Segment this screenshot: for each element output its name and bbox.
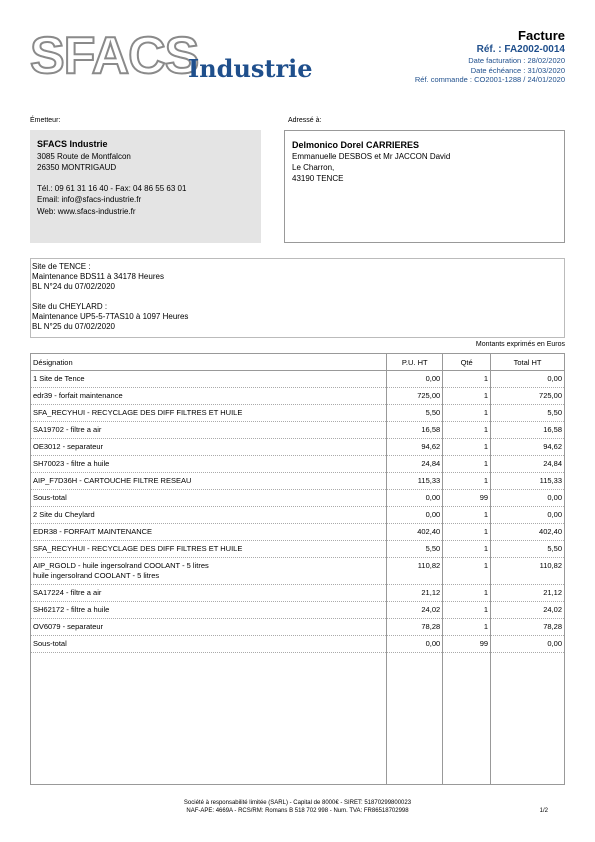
cell-designation-text: SFA_RECYHUI - RECYCLAGE DES DIFF FILTRES ET HUILE — [33, 544, 243, 553]
cell-qte-text: 1 — [483, 442, 489, 451]
cell-qte — [443, 636, 491, 653]
cell-designation — [31, 490, 387, 507]
cell-pu — [387, 541, 443, 558]
site-line: Site du CHEYLARD : — [32, 302, 108, 311]
cell-pu — [387, 636, 443, 653]
footer-line1: Société à responsabilité limitée (SARL) - Capital de 8000€ - SIRET: 51870299800023 — [183, 800, 412, 806]
cell-qte — [443, 490, 491, 507]
cell-pu — [387, 524, 443, 541]
cell-total — [491, 636, 565, 653]
cell-total-text: 24,02 — [543, 605, 562, 614]
cell-qte — [443, 405, 491, 422]
cell-pu-text: 5,50 — [425, 408, 441, 417]
cell-pu-text: 110,82 — [417, 561, 441, 570]
cell-designation-detail: huile ingersolrand COOLANT - 5 litres — [33, 571, 160, 580]
recipient-label: Adressé à: — [288, 117, 322, 124]
cell-qte — [443, 456, 491, 473]
cell-qte-text: 1 — [483, 561, 489, 570]
cell-total — [491, 388, 565, 405]
filler-cell — [387, 653, 443, 785]
cell-pu-text: 725,00 — [417, 391, 441, 400]
cell-designation-text: EDR38 - FORFAIT MAINTENANCE — [33, 527, 153, 536]
cell-pu — [387, 602, 443, 619]
cell-qte — [443, 541, 491, 558]
cell-total — [491, 473, 565, 490]
cell-designation-text: Sous-total — [33, 493, 67, 502]
cell-qte-text: 1 — [483, 476, 489, 485]
cell-qte-text: 1 — [483, 408, 489, 417]
cell-designation — [31, 507, 387, 524]
cell-qte-text: 1 — [483, 425, 489, 434]
cell-qte-text: 1 — [483, 605, 489, 614]
cell-designation — [31, 619, 387, 636]
cell-designation-text: AIP_RGOLD - huile ingersolrand COOLANT - 5 litres — [33, 561, 209, 570]
col-pu: P.U. HT — [387, 354, 443, 371]
cell-total-text: 16,58 — [543, 425, 562, 434]
cell-designation-text: 2 Site du Cheylard — [33, 510, 95, 519]
cell-qte — [443, 585, 491, 602]
cell-pu-text: 21,12 — [421, 588, 441, 597]
col-designation: Désignation — [31, 354, 387, 371]
table-row — [31, 490, 565, 507]
cell-designation — [31, 456, 387, 473]
table-row — [31, 456, 565, 473]
cell-qte — [443, 602, 491, 619]
table-row — [31, 405, 565, 422]
cell-designation-text: SH62172 - filtre a huile — [33, 605, 110, 614]
cell-total-text: 0,00 — [547, 639, 562, 648]
cell-total-text: 24,84 — [543, 459, 562, 468]
cell-total-text: 0,00 — [547, 510, 562, 519]
table-row — [31, 619, 565, 636]
invoice-header — [415, 29, 565, 85]
site-line: Maintenance BDS11 à 34178 Heures — [32, 272, 164, 281]
cell-pu — [387, 439, 443, 456]
cell-qte-text: 1 — [483, 510, 489, 519]
table-row — [31, 371, 565, 388]
cell-total — [491, 585, 565, 602]
cell-designation — [31, 541, 387, 558]
cell-qte — [443, 473, 491, 490]
cell-total-text: 78,28 — [543, 622, 562, 631]
table-row — [31, 585, 565, 602]
cell-pu — [387, 456, 443, 473]
emitter-phone: Tél.: 09 61 31 16 40 - Fax: 04 86 55 63 01 — [37, 183, 187, 193]
table-row — [31, 422, 565, 439]
cell-total — [491, 371, 565, 388]
cell-pu-text: 0,00 — [425, 510, 441, 519]
cell-designation-text: OV6079 - separateur — [33, 622, 104, 631]
ref-commande: Réf. commande : CO2001-1288 / 24/01/2020 — [414, 75, 565, 84]
filler-cell — [491, 653, 565, 785]
cell-pu-text: 24,02 — [421, 605, 441, 614]
ref-label: Réf. : — [476, 44, 502, 55]
emitter-address2: 26350 MONTRIGAUD — [37, 163, 117, 172]
table-header-row — [31, 354, 565, 371]
cell-qte-text: 1 — [483, 622, 489, 631]
cell-pu — [387, 388, 443, 405]
cell-pu — [387, 473, 443, 490]
col-qte: Qté — [443, 354, 491, 371]
cell-designation — [31, 405, 387, 422]
cell-qte-text: 1 — [483, 544, 489, 553]
invoice-items-table — [30, 353, 565, 785]
cell-pu-text: 78,28 — [421, 622, 441, 631]
cell-pu-text: 115,33 — [417, 476, 441, 485]
filler-cell — [31, 653, 387, 785]
cell-designation-text: SA19702 - filtre a air — [33, 425, 102, 434]
footer-line2: NAF-APE: 4669A - RCS/RM: Romans B 518 702 998 - Num. TVA: FR86518702998 — [186, 808, 409, 814]
cell-pu-text: 94,62 — [421, 442, 441, 451]
cell-designation — [31, 439, 387, 456]
cell-qte-text: 1 — [483, 527, 489, 536]
cell-qte-text: 99 — [479, 493, 489, 502]
cell-total — [491, 602, 565, 619]
date-facturation: Date facturation : 28/02/2020 — [468, 56, 565, 65]
invoice-title: Facture — [518, 28, 565, 43]
cell-designation-text: Sous-total — [33, 639, 67, 648]
cell-qte-text: 1 — [483, 391, 489, 400]
emitter-box — [30, 130, 261, 243]
cell-total — [491, 422, 565, 439]
cell-total-text: 5,50 — [547, 544, 562, 553]
cell-qte — [443, 371, 491, 388]
cell-total — [491, 507, 565, 524]
col-total: Total HT — [491, 354, 565, 371]
emitter-email: Email: info@sfacs-industrie.fr — [37, 195, 142, 204]
table-row — [31, 636, 565, 653]
cell-qte — [443, 422, 491, 439]
cell-pu — [387, 507, 443, 524]
sites-note-box — [30, 258, 565, 338]
cell-total-text: 115,33 — [539, 476, 562, 485]
cell-total-text: 5,50 — [547, 408, 562, 417]
cell-total — [491, 456, 565, 473]
cell-designation-text: AIP_F7D36H - CARTOUCHE FILTRE RESEAU — [33, 476, 192, 485]
legal-footer — [30, 799, 565, 815]
emitter-web: Web: www.sfacs-industrie.fr — [37, 206, 136, 216]
site-line: Site de TENCE : — [32, 262, 91, 271]
cell-qte — [443, 619, 491, 636]
site-line: Maintenance UP5-5-7TAS10 à 1097 Heures — [32, 312, 189, 321]
emitter-name: SFACS Industrie — [37, 139, 108, 149]
cell-pu-text: 5,50 — [425, 544, 441, 553]
cell-total-text: 725,00 — [539, 391, 562, 400]
cell-designation-text: SFA_RECYHUI - RECYCLAGE DES DIFF FILTRES ET HUILE — [33, 408, 243, 417]
cell-total — [491, 558, 565, 585]
invoice-ref — [415, 43, 565, 56]
cell-qte-text: 1 — [483, 459, 489, 468]
recipient-contact: Emmanuelle DESBOS et Mr JACCON David — [292, 152, 451, 161]
site-line: BL N°24 du 07/02/2020 — [32, 282, 115, 291]
recipient-address1: Le Charron, — [292, 163, 335, 172]
table-row — [31, 524, 565, 541]
company-logo — [30, 27, 320, 90]
cell-designation-text: SH70023 - filtre a huile — [33, 459, 110, 468]
cell-total — [491, 541, 565, 558]
cell-total — [491, 524, 565, 541]
cell-designation — [31, 558, 387, 585]
page-number: 1/2 — [539, 808, 548, 814]
ref-value: FA2002-0014 — [504, 44, 565, 55]
recipient-box — [284, 130, 565, 243]
recipient-address2: 43190 TENCE — [292, 174, 344, 183]
date-echeance: Date échéance : 31/03/2020 — [470, 65, 565, 75]
cell-total-text: 0,00 — [547, 374, 562, 383]
cell-pu — [387, 558, 443, 585]
cell-designation — [31, 636, 387, 653]
cell-qte — [443, 388, 491, 405]
cell-pu — [387, 422, 443, 439]
cell-total-text: 21,12 — [543, 588, 562, 597]
table-row — [31, 602, 565, 619]
cell-designation-text: 1 Site de Tence — [33, 374, 85, 383]
cell-qte — [443, 439, 491, 456]
cell-total — [491, 405, 565, 422]
cell-designation — [31, 371, 387, 388]
cell-designation — [31, 388, 387, 405]
currency-note: Montants exprimés en Euros — [475, 341, 565, 348]
cell-pu-text: 16,58 — [421, 425, 441, 434]
table-row — [31, 541, 565, 558]
cell-qte — [443, 524, 491, 541]
cell-designation-text: OE3012 - separateur — [33, 442, 104, 451]
cell-designation — [31, 585, 387, 602]
emitter-address1: 3085 Route de Montfalcon — [37, 151, 131, 161]
cell-qte — [443, 507, 491, 524]
cell-total-text: 110,82 — [539, 561, 562, 570]
cell-total-text: 94,62 — [543, 442, 562, 451]
cell-pu — [387, 619, 443, 636]
cell-designation — [31, 524, 387, 541]
cell-pu — [387, 490, 443, 507]
cell-qte-text: 1 — [483, 374, 489, 383]
recipient-name: Delmonico Dorel CARRIERES — [292, 140, 420, 150]
cell-designation-text: edr39 - forfait maintenance — [33, 391, 123, 400]
cell-qte-text: 1 — [483, 588, 489, 597]
cell-pu-text: 0,00 — [425, 374, 441, 383]
table-filler-row — [31, 653, 565, 785]
cell-pu-text: 402,40 — [417, 527, 441, 536]
table-row — [31, 558, 565, 585]
table-row — [31, 507, 565, 524]
cell-pu — [387, 371, 443, 388]
cell-designation — [31, 602, 387, 619]
cell-total — [491, 439, 565, 456]
logo-text: SFACS — [30, 27, 199, 85]
table-row — [31, 388, 565, 405]
table-row — [31, 439, 565, 456]
cell-total-text: 0,00 — [547, 493, 562, 502]
cell-pu — [387, 585, 443, 602]
cell-qte — [443, 558, 491, 585]
site-line: BL N°25 du 07/02/2020 — [32, 322, 115, 331]
table-row — [31, 473, 565, 490]
cell-pu — [387, 405, 443, 422]
cell-total — [491, 490, 565, 507]
logo-subtext: Industrie — [188, 54, 313, 83]
emitter-label: Émetteur: — [30, 117, 61, 124]
cell-pu-text: 0,00 — [425, 639, 441, 648]
cell-total-text: 402,40 — [539, 527, 562, 536]
cell-designation — [31, 473, 387, 490]
cell-pu-text: 24,84 — [421, 459, 441, 468]
cell-qte-text: 99 — [479, 639, 489, 648]
cell-designation — [31, 422, 387, 439]
filler-cell — [443, 653, 491, 785]
cell-pu-text: 0,00 — [425, 493, 441, 502]
cell-total — [491, 619, 565, 636]
cell-designation-text: SA17224 - filtre a air — [33, 588, 102, 597]
